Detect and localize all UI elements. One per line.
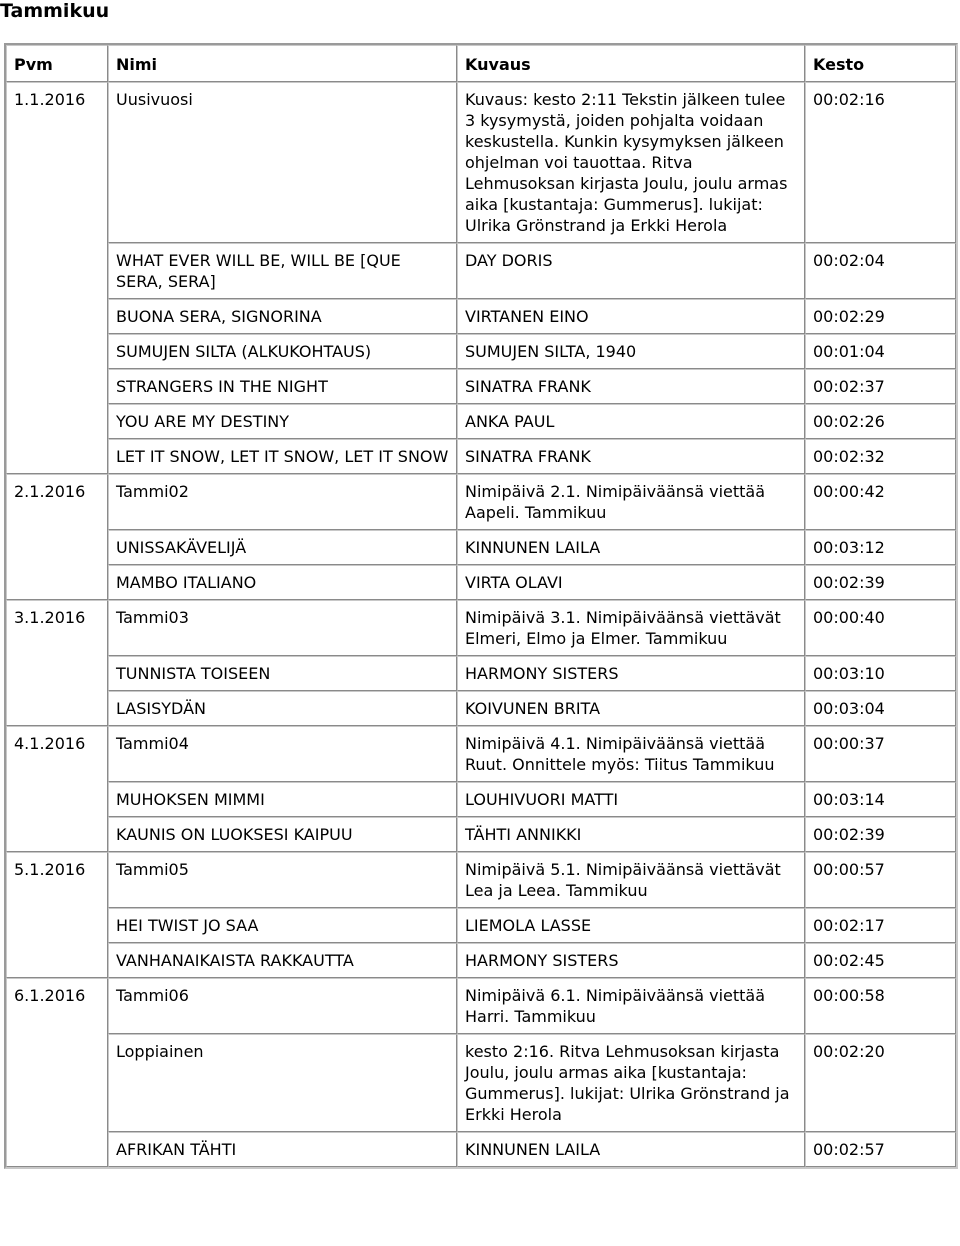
kesto-cell: 00:00:37 xyxy=(805,726,956,782)
table-row xyxy=(6,726,956,782)
nimi-cell: STRANGERS IN THE NIGHT xyxy=(108,369,457,404)
nimi-cell: Loppiainen xyxy=(108,1034,457,1132)
kuvaus-cell: kesto 2:16. Ritva Lehmusoksan kirjasta Joulu, joulu armas aika [kustantaja: Gummerus]. lukijat: Ulrika Grönstrand ja Erkki Herola xyxy=(457,1034,805,1132)
table-row xyxy=(6,334,956,369)
kesto-cell: 00:02:26 xyxy=(805,404,956,439)
kesto-cell: 00:02:39 xyxy=(805,565,956,600)
date-cell: 1.1.2016 xyxy=(6,82,108,474)
kuvaus-cell: Nimipäivä 2.1. Nimipäiväänsä viettää Aapeli. Tammikuu xyxy=(457,474,805,530)
kesto-cell: 00:00:58 xyxy=(805,978,956,1034)
nimi-cell: BUONA SERA, SIGNORINA xyxy=(108,299,457,334)
nimi-cell: LASISYDÄN xyxy=(108,691,457,726)
date-cell: 6.1.2016 xyxy=(6,978,108,1167)
table-row xyxy=(6,565,956,600)
kuvaus-cell: LIEMOLA LASSE xyxy=(457,908,805,943)
table-row xyxy=(6,1034,956,1132)
kesto-cell: 00:02:16 xyxy=(805,82,956,243)
kuvaus-cell: DAY DORIS xyxy=(457,243,805,299)
kuvaus-cell: KOIVUNEN BRITA xyxy=(457,691,805,726)
kesto-cell: 00:02:29 xyxy=(805,299,956,334)
kuvaus-cell: Kuvaus: kesto 2:11 Tekstin jälkeen tulee 3 kysymystä, joiden pohjalta voidaan keskustella. Kunkin kysymyksen jälkeen ohjelman voi tauottaa. Ritva Lehmusoksan kirjasta Joulu, joulu armas aika [kustantaja: Gummerus]. lukijat: Ulrika Grönstrand ja Erkki Herola xyxy=(457,82,805,243)
schedule-table xyxy=(4,43,958,1169)
date-cell: 2.1.2016 xyxy=(6,474,108,600)
table-row xyxy=(6,474,956,530)
table-header-row xyxy=(6,45,956,82)
table-row xyxy=(6,908,956,943)
kuvaus-cell: Nimipäivä 6.1. Nimipäiväänsä viettää Harri. Tammikuu xyxy=(457,978,805,1034)
kesto-cell: 00:03:10 xyxy=(805,656,956,691)
kesto-cell: 00:00:40 xyxy=(805,600,956,656)
date-cell: 3.1.2016 xyxy=(6,600,108,726)
header-pvm: Pvm xyxy=(6,45,108,82)
kuvaus-cell: HARMONY SISTERS xyxy=(457,656,805,691)
kuvaus-cell: VIRTA OLAVI xyxy=(457,565,805,600)
nimi-cell: Tammi02 xyxy=(108,474,457,530)
kesto-cell: 00:02:39 xyxy=(805,817,956,852)
kuvaus-cell: VIRTANEN EINO xyxy=(457,299,805,334)
kesto-cell: 00:02:57 xyxy=(805,1132,956,1167)
kuvaus-cell: Nimipäivä 5.1. Nimipäiväänsä viettävät Lea ja Leea. Tammikuu xyxy=(457,852,805,908)
table-row xyxy=(6,600,956,656)
kesto-cell: 00:00:57 xyxy=(805,852,956,908)
kesto-cell: 00:01:04 xyxy=(805,334,956,369)
kesto-cell: 00:02:17 xyxy=(805,908,956,943)
nimi-cell: VANHANAIKAISTA RAKKAUTTA xyxy=(108,943,457,978)
table-row xyxy=(6,82,956,243)
table-row xyxy=(6,817,956,852)
nimi-cell: Tammi04 xyxy=(108,726,457,782)
nimi-cell: HEI TWIST JO SAA xyxy=(108,908,457,943)
date-cell: 5.1.2016 xyxy=(6,852,108,978)
table-row xyxy=(6,530,956,565)
kesto-cell: 00:02:20 xyxy=(805,1034,956,1132)
kesto-cell: 00:02:04 xyxy=(805,243,956,299)
kesto-cell: 00:02:32 xyxy=(805,439,956,474)
table-row xyxy=(6,243,956,299)
table-row xyxy=(6,404,956,439)
kesto-cell: 00:03:04 xyxy=(805,691,956,726)
nimi-cell: UNISSAKÄVELIJÄ xyxy=(108,530,457,565)
nimi-cell: YOU ARE MY DESTINY xyxy=(108,404,457,439)
nimi-cell: SUMUJEN SILTA (ALKUKOHTAUS) xyxy=(108,334,457,369)
kesto-cell: 00:00:42 xyxy=(805,474,956,530)
header-nimi: Nimi xyxy=(108,45,457,82)
kuvaus-cell: SUMUJEN SILTA, 1940 xyxy=(457,334,805,369)
date-cell: 4.1.2016 xyxy=(6,726,108,852)
nimi-cell: WHAT EVER WILL BE, WILL BE [QUE SERA, SERA] xyxy=(108,243,457,299)
table-row xyxy=(6,439,956,474)
kuvaus-cell: TÄHTI ANNIKKI xyxy=(457,817,805,852)
schedule-body xyxy=(6,82,956,1167)
table-row xyxy=(6,656,956,691)
kesto-cell: 00:02:45 xyxy=(805,943,956,978)
table-row xyxy=(6,978,956,1034)
header-kuvaus: Kuvaus xyxy=(457,45,805,82)
kesto-cell: 00:03:14 xyxy=(805,782,956,817)
kuvaus-cell: SINATRA FRANK xyxy=(457,439,805,474)
table-row xyxy=(6,782,956,817)
nimi-cell: KAUNIS ON LUOKSESI KAIPUU xyxy=(108,817,457,852)
kesto-cell: 00:03:12 xyxy=(805,530,956,565)
nimi-cell: Tammi05 xyxy=(108,852,457,908)
nimi-cell: Uusivuosi xyxy=(108,82,457,243)
kuvaus-cell: ANKA PAUL xyxy=(457,404,805,439)
kuvaus-cell: SINATRA FRANK xyxy=(457,369,805,404)
table-row xyxy=(6,943,956,978)
header-kesto: Kesto xyxy=(805,45,956,82)
kesto-cell: 00:02:37 xyxy=(805,369,956,404)
nimi-cell: MUHOKSEN MIMMI xyxy=(108,782,457,817)
table-row xyxy=(6,691,956,726)
table-row xyxy=(6,299,956,334)
kuvaus-cell: KINNUNEN LAILA xyxy=(457,1132,805,1167)
page-title: Tammikuu xyxy=(0,0,110,22)
table-row xyxy=(6,852,956,908)
kuvaus-cell: LOUHIVUORI MATTI xyxy=(457,782,805,817)
nimi-cell: LET IT SNOW, LET IT SNOW, LET IT SNOW xyxy=(108,439,457,474)
nimi-cell: Tammi06 xyxy=(108,978,457,1034)
nimi-cell: AFRIKAN TÄHTI xyxy=(108,1132,457,1167)
nimi-cell: Tammi03 xyxy=(108,600,457,656)
table-row xyxy=(6,1132,956,1167)
kuvaus-cell: Nimipäivä 3.1. Nimipäiväänsä viettävät Elmeri, Elmo ja Elmer. Tammikuu xyxy=(457,600,805,656)
table-row xyxy=(6,369,956,404)
kuvaus-cell: KINNUNEN LAILA xyxy=(457,530,805,565)
nimi-cell: TUNNISTA TOISEEN xyxy=(108,656,457,691)
nimi-cell: MAMBO ITALIANO xyxy=(108,565,457,600)
kuvaus-cell: Nimipäivä 4.1. Nimipäiväänsä viettää Ruut. Onnittele myös: Tiitus Tammikuu xyxy=(457,726,805,782)
kuvaus-cell: HARMONY SISTERS xyxy=(457,943,805,978)
